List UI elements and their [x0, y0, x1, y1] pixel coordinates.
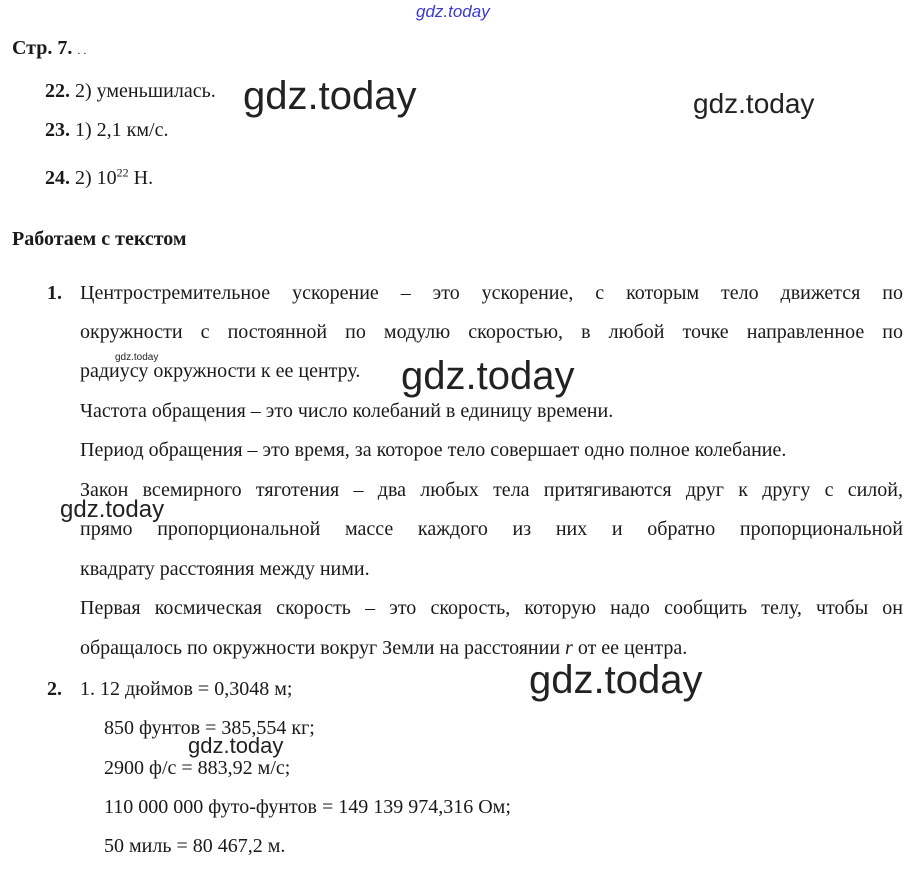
item-number: 1.: [47, 282, 62, 304]
text-line: Частота обращения – это число колебаний в единицу времени.: [80, 400, 614, 422]
section-title: Работаем с текстом: [12, 228, 187, 250]
watermark-right: gdz.today: [693, 88, 815, 119]
watermark-medium: gdz.today: [188, 733, 284, 758]
exponent: 22: [116, 165, 129, 180]
header-dots: . .: [77, 43, 87, 57]
watermark-medium: gdz.today: [60, 496, 165, 523]
answer-number: 22.: [45, 80, 70, 102]
variable-r: r: [565, 637, 573, 659]
page-header: [12, 36, 86, 62]
answer-text: 2) $10^{22}$ Н.: [75, 165, 154, 189]
watermark-large: gdz.today: [243, 74, 417, 118]
watermark-large: gdz.today: [401, 354, 575, 398]
text-line: радиусу окружности к ее центру.: [80, 360, 361, 382]
answer-number: 24.: [45, 167, 70, 189]
text-line: Период обращения – это время, за которое тело совершает одно полное колебание.: [80, 439, 787, 461]
text-line: прямо пропорциональной массе каждого из них и обратно пропорциональной: [80, 518, 903, 540]
text-line: Первая космическая скорость – это скорость, которую надо сообщить телу, чтобы он: [80, 597, 903, 619]
answer-23: [45, 118, 168, 142]
text-line: квадрату расстояния между ними.: [80, 558, 370, 580]
item-number: 2.: [47, 678, 62, 700]
answer-22: [45, 79, 216, 103]
page-number: Стр. 7.: [12, 37, 73, 59]
conversion-line: 2900 ф/с = 883,92 м/с;: [104, 757, 291, 779]
answer-text: 2) уменьшилась.: [75, 80, 216, 102]
text-line: Центростремительное ускорение – это ускорение, с которым тело движется по: [80, 282, 903, 304]
text-line: обращалось по окружности вокруг Земли на расстоянии r от ее центра.: [80, 637, 688, 659]
watermark-top: gdz.today: [416, 2, 490, 21]
conversion-line: 110 000 000 футо-фунтов = 149 139 974,316 Ом;: [104, 796, 511, 818]
answer-24: [45, 166, 153, 190]
conversion-line: 850 фунтов = 385,554 кг;: [104, 717, 315, 739]
text-line: окружности с постоянной по модулю скоростью, в любой точке направленное по: [80, 321, 903, 343]
conversion-line: 1. 12 дюймов = 0,3048 м;: [80, 678, 293, 700]
watermark-large: gdz.today: [529, 658, 703, 702]
answer-number: 23.: [45, 119, 70, 141]
conversion-line: 50 миль = 80 467,2 м.: [104, 835, 286, 857]
answer-text: 1) 2,1 км/с.: [75, 119, 169, 141]
watermark-small: gdz.today: [115, 352, 159, 363]
text-line: Закон всемирного тяготения – два любых тела притягиваются друг к другу с силой,: [80, 479, 903, 501]
